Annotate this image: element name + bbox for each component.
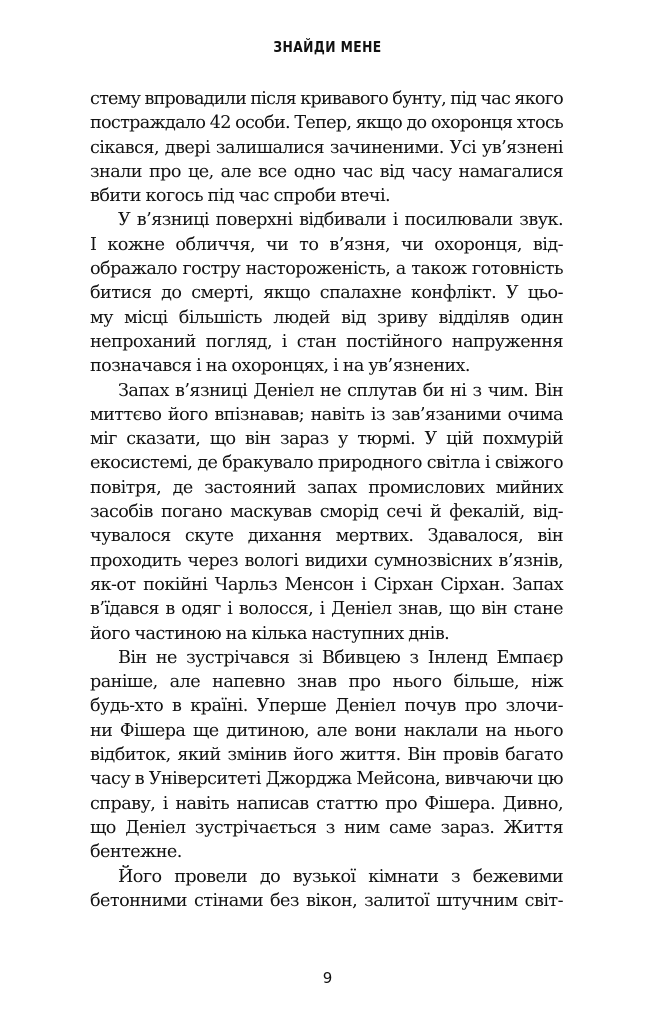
- text-line: екосистемі, де бракувало природного світла і свіжого: [90, 453, 563, 474]
- text-line: бентежне.: [90, 842, 182, 863]
- text-line: проходить через вологі видихи сумнозвісних в’язнів,: [90, 550, 563, 571]
- text-line: непроханий погляд, і стан постійного напруження: [90, 331, 563, 352]
- text-line: будь-хто в країні. Уперше Деніел почув про злочи-: [90, 696, 563, 717]
- text-line: що Деніел зустрічається з ним саме зараз. Життя: [90, 817, 563, 838]
- text-line: позначався і на охоронцях, і на ув’язнених.: [90, 356, 470, 377]
- text-line: його частиною на кілька наступних днів.: [90, 623, 450, 644]
- text-line: ни Фішера ще дитиною, але вони наклали на нього: [90, 720, 563, 741]
- text-line: стему впровадили після кривавого бунту, під час якого: [90, 89, 563, 109]
- text-line: вбити когось під час спроби втечі.: [90, 186, 391, 207]
- text-line: в’їдався в одяг і волосся, і Деніел знав, що він стане: [90, 599, 563, 620]
- text-line: міг сказати, що він зараз у тюрмі. У цій похмурій: [90, 429, 563, 450]
- text-line: як-от покійні Чарльз Менсон і Сірхан Сірхан. Запах: [90, 574, 563, 595]
- text-line: сікався, двері залишалися зачиненими. Усі ув’язнені: [90, 137, 563, 158]
- text-line: му місці більшість людей від зриву відділяв один: [90, 307, 563, 328]
- body-text: [90, 87, 563, 913]
- text-line: чувалося скуте дихання мертвих. Здавалося, він: [90, 526, 563, 547]
- text-line: битися до смерті, якщо спалахне конфлікт. У цьо-: [90, 283, 563, 304]
- text-line: Він не зустрічався зі Вбивцею з Інленд Емпаєр: [118, 647, 563, 668]
- text-line: І кожне обличчя, чи то в’язня, чи охоронця, від-: [90, 234, 563, 255]
- text-line: відбиток, який змінив його життя. Він провів багато: [90, 745, 563, 766]
- text-line: раніше, але напевно знав про нього більше, ніж: [90, 672, 563, 693]
- text-line: Запах в’язниці Деніел не сплутав би ні з чим. Він: [118, 380, 563, 401]
- text-line: бетонними стінами без вікон, залитої штучним світ-: [90, 890, 563, 911]
- text-line: Його провели до вузької кімнати з бежевими: [118, 866, 563, 887]
- text-line: повітря, де застояний запах промислових мийних: [90, 477, 563, 498]
- text-line: часу в Університеті Джорджа Мейсона, вивчаючи цю: [90, 769, 563, 790]
- text-line: засобів погано маскував сморід сечі й фекалій, від-: [90, 502, 563, 523]
- page-number: 9: [322, 969, 333, 987]
- text-line: ображало гостру настороженість, а також готовність: [90, 259, 563, 280]
- text-line: постраждало 42 особи. Тепер, якщо до охоронця хтось: [90, 113, 563, 134]
- text-line: знали про це, але все одно час від часу намагалися: [90, 161, 563, 182]
- text-line: миттєво його впізнавав; навіть із зав’язаними очима: [90, 404, 563, 425]
- text-line: У в’язниці поверхні відбивали і посилювали звук.: [118, 210, 563, 231]
- text-line: справу, і навіть написав статтю про Фішера. Дивно,: [90, 793, 563, 814]
- running-head-title: ЗНАЙДИ МЕНЕ: [273, 38, 382, 56]
